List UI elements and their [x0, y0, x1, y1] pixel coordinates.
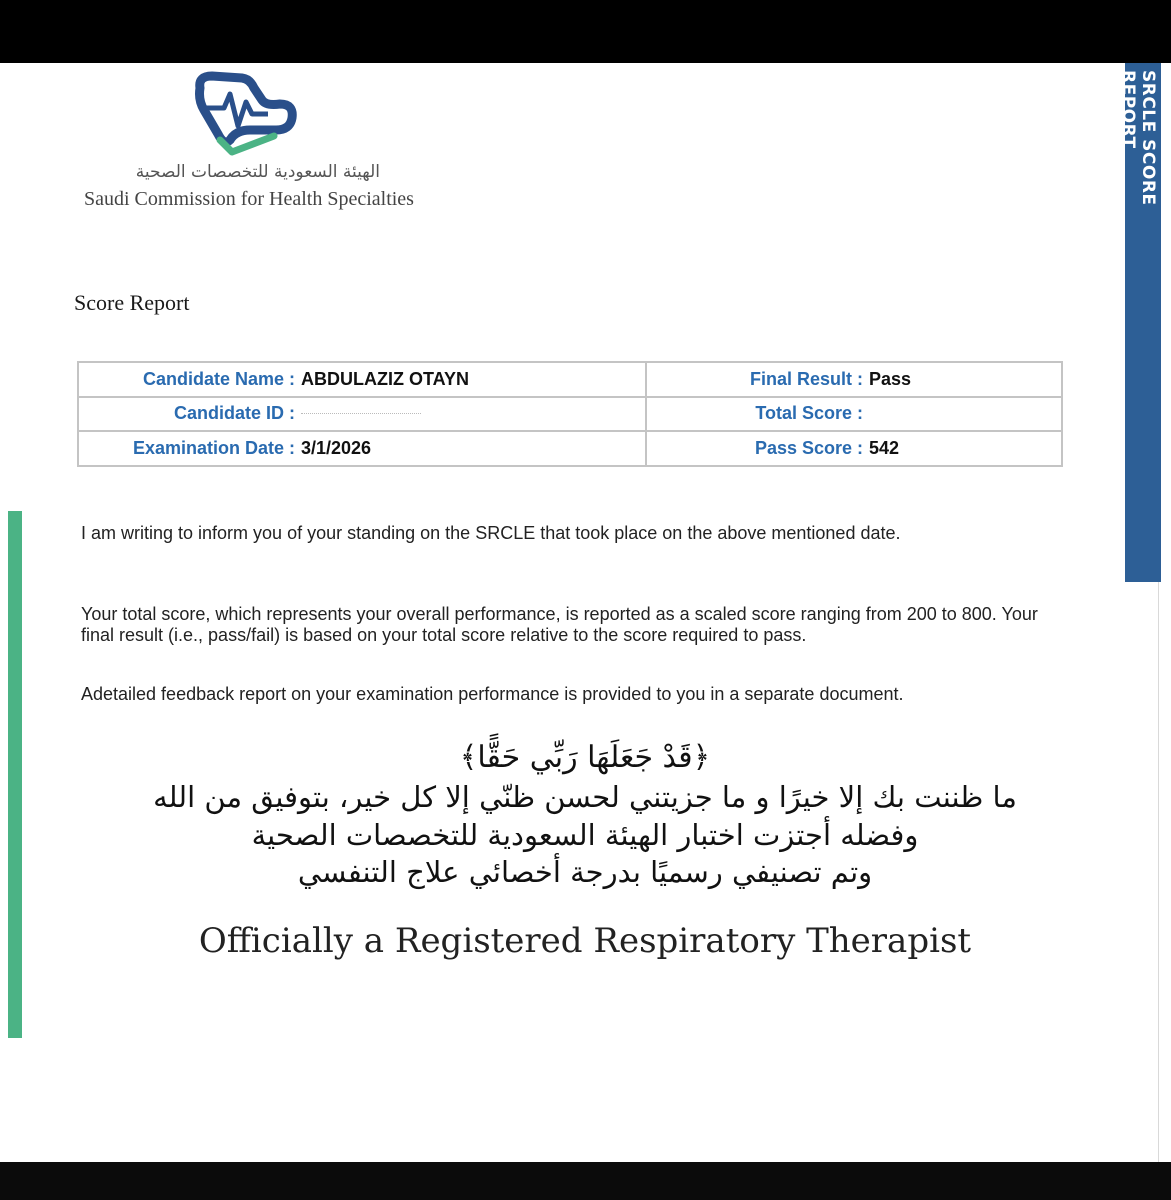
- table-cell: [646, 431, 1062, 466]
- bottom-black-bar: [0, 1162, 1171, 1200]
- scfhs-logo-icon: [190, 70, 300, 160]
- pass-score-value: 542: [869, 438, 900, 459]
- table-row: [78, 362, 1062, 397]
- quran-verse: ﴿قَدْ جَعَلَهَا رَبِّي حَقًّا﴾: [459, 740, 711, 775]
- exam-date-value: 3/1/2026: [301, 438, 372, 459]
- candidate-id-redacted: [301, 411, 421, 414]
- arabic-caption-line-2: وفضله أجتزت اختبار الهيئة السعودية للتخصصات الصحية: [251, 818, 919, 852]
- final-result-value: Pass: [869, 368, 912, 389]
- top-black-bar: [0, 0, 1171, 63]
- table-cell: [78, 431, 646, 466]
- table-cell: [78, 362, 646, 397]
- body-paragraph-standing: I am writing to inform you of your standing on the SRCLE that took place on the above mentioned date.: [81, 523, 901, 543]
- candidate-name-label: Candidate Name :: [142, 368, 295, 389]
- arabic-caption-line-3: وتم تصنيفي رسميًا بدرجة أخصائي علاج التنفسي: [297, 855, 873, 889]
- table-row: [78, 397, 1062, 432]
- page-title: Score Report: [74, 290, 190, 315]
- pass-score-label: Pass Score :: [754, 438, 863, 459]
- side-ribbon-label: SRCLE SCORE REPORT: [1118, 70, 1158, 206]
- body-paragraph-feedback: Adetailed feedback report on your examination performance is provided to you in a separate document.: [81, 684, 904, 704]
- candidate-id-label: Candidate ID :: [173, 403, 295, 424]
- table-cell: [646, 362, 1062, 397]
- table-cell: [646, 397, 1062, 432]
- body-paragraph-scoring: Your total score, which represents your overall performance, is reported as a scaled score ranging from 200 to 800. Your final result (i.e., pass/fail) is based on your total score relative to the score required to pass.: [81, 604, 1038, 645]
- org-name-arabic: الهيئة السعودية للتخصصات الصحية: [135, 162, 380, 182]
- candidate-name-value: ABDULAZIZ OTAYN: [301, 368, 469, 389]
- headline-caption: Officially a Registered Respiratory Therapist: [198, 921, 972, 961]
- total-score-label: Total Score :: [755, 403, 863, 424]
- green-side-rule: [8, 511, 22, 1038]
- arabic-caption-line-1: ما ظننت بك إلا خيرًا و ما جزيتني لحسن ظنّي إلا كل خير، بتوفيق من الله: [153, 780, 1017, 814]
- table-row: [78, 431, 1062, 466]
- final-result-label: Final Result :: [749, 368, 863, 389]
- candidate-info-table: [77, 361, 1063, 467]
- table-cell: [78, 397, 646, 432]
- org-name-english: Saudi Commission for Health Specialties: [84, 188, 414, 210]
- exam-date-label: Examination Date :: [132, 438, 295, 459]
